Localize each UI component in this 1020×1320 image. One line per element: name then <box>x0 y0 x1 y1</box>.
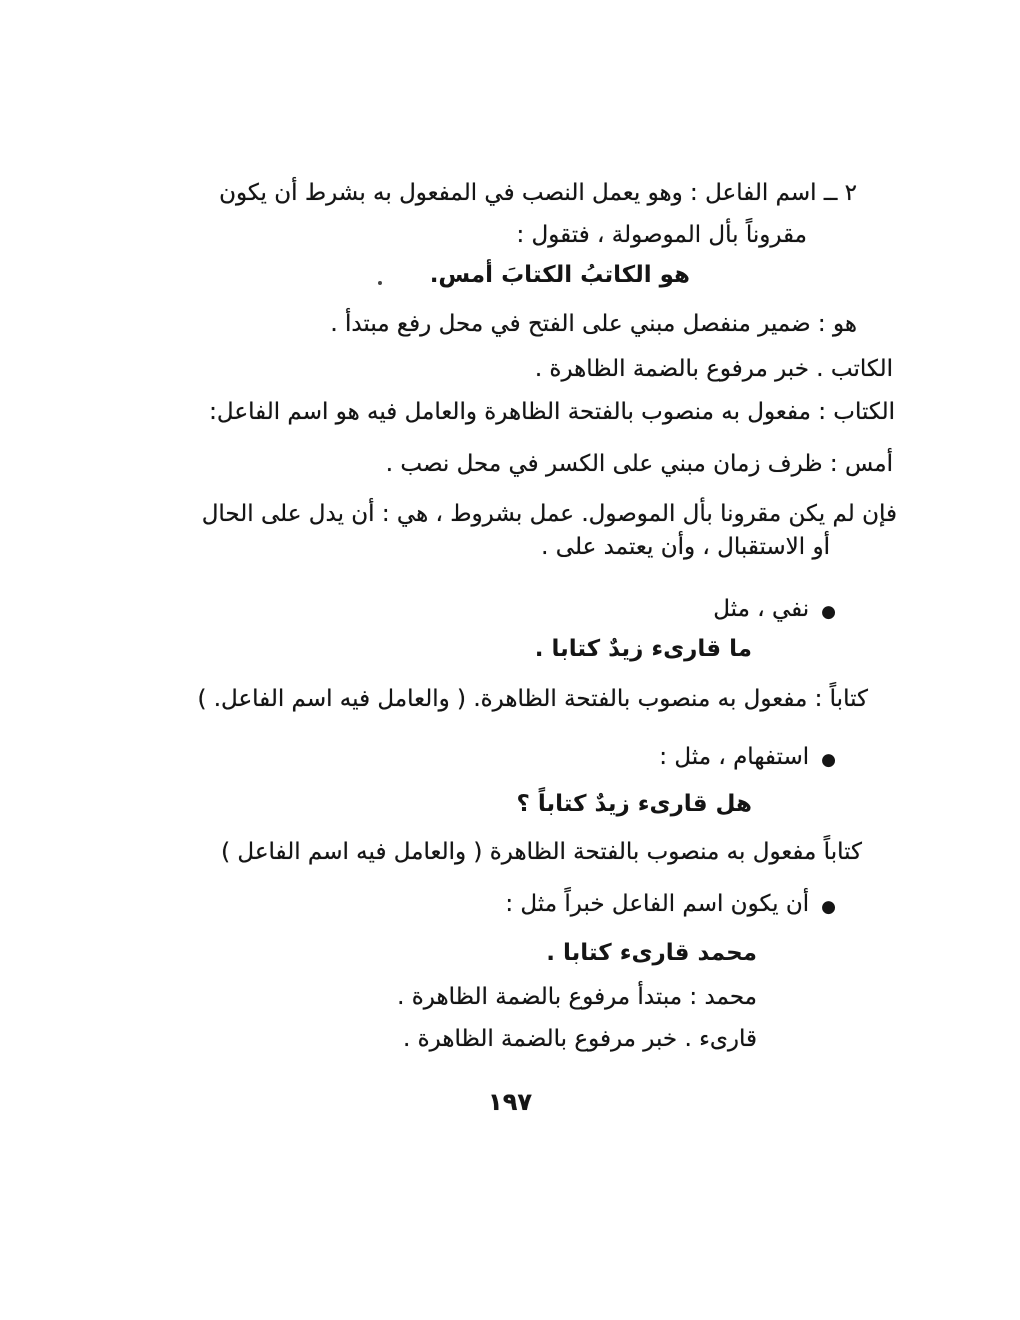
body-line: فإن لم يكن مقرونا بأل الموصول. عمل بشروط ، هي : أن يدل على الحال <box>201 501 897 527</box>
body-line: كتاباً : مفعول به منصوب بالفتحة الظاهرة. ( والعامل فيه اسم الفاعل. ) <box>197 686 868 712</box>
body-line: أمس : ظرف زمان مبني على الكسر في محل نصب . <box>385 451 893 477</box>
example-line: هل قارىء زيدٌ كتاباً ؟ <box>516 791 752 817</box>
body-line: ٢ ــ اسم الفاعل : وهو يعمل النصب في المفعول به بشرط أن يكون <box>219 180 857 206</box>
page-number: ١٩٧ <box>488 1088 532 1116</box>
bullet-item-label: استفهام ، مثل : <box>659 744 810 770</box>
example-line: محمد قارىء كتابا . <box>546 940 757 966</box>
body-line: هو : ضمير منفصل مبني على الفتح في محل رفع مبتدأ . <box>330 311 857 337</box>
bullet-icon: ● <box>821 750 836 770</box>
bullet-icon: ● <box>821 897 836 917</box>
body-line: مقروناً بأل الموصولة ، فتقول : <box>516 222 807 248</box>
bullet-list-item <box>659 742 836 772</box>
body-line: الكتاب : مفعول به منصوب بالفتحة الظاهرة والعامل فيه هو اسم الفاعل: <box>209 399 895 425</box>
body-line: أو الاستقبال ، وأن يعتمد على . <box>541 534 830 560</box>
example-line: هو الكاتبُ الكتابَ أمس. <box>429 262 690 288</box>
bullet-item-label: نفي ، مثل <box>713 596 810 622</box>
body-line: الكاتب . خبر مرفوع بالضمة الظاهرة . <box>534 356 893 382</box>
example-line: ما قارىء زيدٌ كتابا . <box>534 636 752 662</box>
bullet-list-item <box>505 889 836 919</box>
bullet-icon: ● <box>821 602 836 622</box>
body-line: كتاباً مفعول به منصوب بالفتحة الظاهرة ( والعامل فيه اسم الفاعل ) <box>221 839 862 865</box>
bullet-list-item <box>713 594 836 624</box>
bullet-item-label: أن يكون اسم الفاعل خبراً مثل : <box>505 891 810 917</box>
body-line: قارىء . خبر مرفوع بالضمة الظاهرة . <box>402 1026 757 1052</box>
body-line: محمد : مبتدأ مرفوع بالضمة الظاهرة . <box>397 984 757 1010</box>
ink-speck <box>378 281 382 285</box>
